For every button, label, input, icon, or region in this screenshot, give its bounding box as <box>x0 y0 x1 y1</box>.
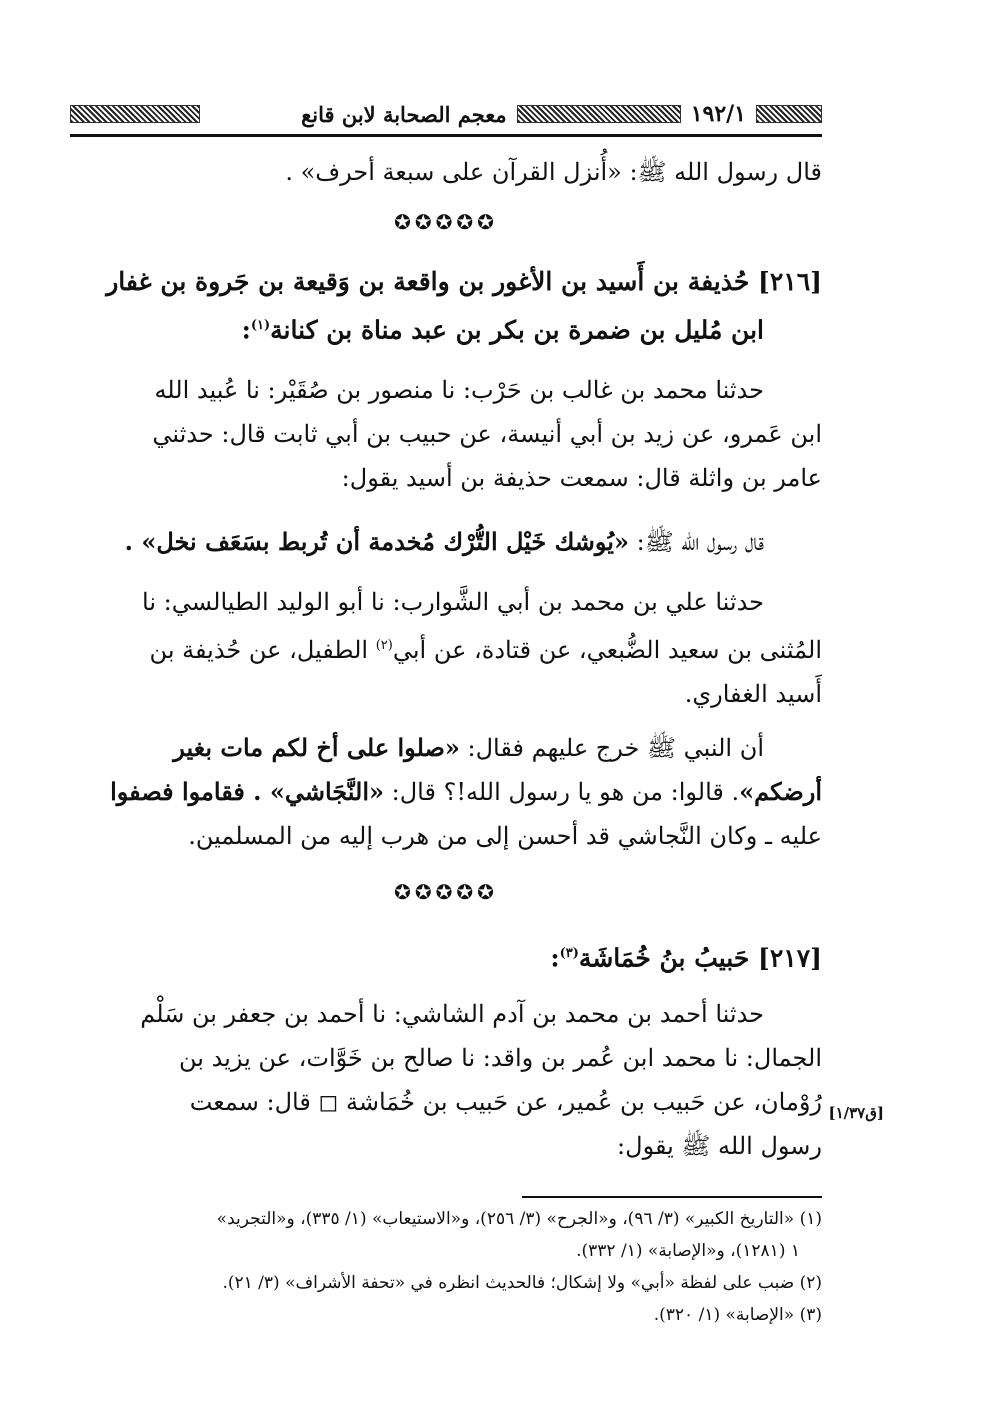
text-line: رسول الله ﷺ يقول: <box>617 1132 822 1160</box>
manuscript-folio-ref: [ق١/٣٧] <box>828 1104 884 1122</box>
text-line: عليه ـ وكان النَّجاشي قد أحسن إلى من هرب إليه من المسلمين. <box>188 822 822 850</box>
section-separator: ✪✪✪✪✪ <box>394 210 498 234</box>
footnote-3: (٣) «الإصابة» (١/ ٣٢٠). <box>653 1305 822 1325</box>
text-line <box>70 770 822 814</box>
text-span: قال رسول الله ﷺ: <box>629 528 764 556</box>
text-line: حدثنا علي بن محمد بن أبي الشَّوارب: نا أبو الوليد الطيالسي: نا <box>142 588 764 616</box>
text-span: المُثنى بن سعيد الضُّبعي، عن قتادة، عن أبي <box>392 636 822 664</box>
footnote-2: (٢) ضبب على لفظة «أبي» ولا إشكال؛ فالحديث انظره في «تحفة الأشراف» (٣/ ٢١). <box>222 1273 822 1293</box>
text-line: الجمال: نا محمد ابن عُمر بن واقد: نا صالح بن خَوَّات، عن يزيد بن <box>178 1044 822 1072</box>
entry-title-line1: حُذيفة بن أَسيد بن الأغور بن واقعة بن وَقيعة بن جَروة بن غفار <box>106 267 750 296</box>
text-line: عامر بن واثلة قال: سمعت حذيفة بن أسيد يقول: <box>341 464 822 492</box>
text-line <box>70 726 822 770</box>
entry-heading-217 <box>70 932 822 980</box>
entry-title: حَبيبُ بنُ خُمَاشَة <box>578 943 750 973</box>
book-page <box>70 80 884 1380</box>
hadith-quote: أرضكم» <box>739 777 822 806</box>
footnotes <box>70 1204 822 1332</box>
footnote-divider <box>522 1196 822 1198</box>
hadith-text-2 <box>70 726 822 858</box>
hadith-quote: «النَّجَاشي» . فقاموا فصفوا <box>110 777 385 806</box>
hadith-text-1 <box>70 520 822 564</box>
entry-heading-216 <box>70 260 822 352</box>
text-line: حدثنا محمد بن غالب بن حَرْب: نا منصور بن صُقَيْر: نا عُبيد الله <box>154 376 764 404</box>
page-number: ١٩٢/١ <box>690 101 746 127</box>
entry-title-line2: ابن مُليل بن ضمرة بن بكر بن عبد مناة بن كنانة <box>270 315 764 345</box>
footnote-mark: (١) <box>250 318 271 333</box>
footnote-mark: (٢) <box>375 638 393 653</box>
footnote-mark: (٣) <box>559 946 579 961</box>
hadith-quote: «صلوا على أخ لكم مات بغير <box>173 733 460 762</box>
text-span: الطفيل، عن حُذيفة بن <box>149 636 376 664</box>
text-span: . قالوا: من هو يا رسول الله!؟ قال: <box>384 778 740 806</box>
text-line: أَسيد الغفاري. <box>684 680 822 708</box>
page-header <box>70 94 822 137</box>
isnad-paragraph-1 <box>70 368 822 500</box>
header-ornament <box>756 105 822 123</box>
isnad-paragraph-2 <box>70 580 822 716</box>
running-title: معجم الصحابة لابن قانع <box>301 101 507 127</box>
entry-title-colon: : <box>550 943 560 973</box>
header-ornament <box>517 105 681 123</box>
isnad-paragraph-3 <box>70 992 822 1168</box>
entry-number: [٢١٦] <box>758 267 822 296</box>
intro-line: قال رسول الله ﷺ: «أُنزل القرآن على سبعة أحرف» . <box>285 158 822 186</box>
text-line <box>70 624 822 672</box>
section-separator: ✪✪✪✪✪ <box>394 880 498 904</box>
text-line: حدثنا أحمد بن محمد بن آدم الشاشي: نا أحمد بن جعفر بن سَلْم <box>140 1000 764 1028</box>
entry-number: [٢١٧] <box>758 943 822 973</box>
footnote-1-cont: ١ (١٢٨١)، و«الإصابة» (١/ ٣٣٢). <box>576 1241 800 1261</box>
footnote-1: (١) «التاريخ الكبير» (٣/ ٩٦)، و«الجرح» (٣/ ٢٥٦)، و«الاستيعاب» (١/ ٣٣٥)، و«التجريد» <box>216 1209 822 1229</box>
text-line: ابن عَمرو، عن زيد بن أبي أنيسة، عن حبيب بن أبي ثابت قال: حدثني <box>152 420 822 448</box>
hadith-quote: «يُوشك خَيْل التُّرْك مُخدمة أن تُربط بسَعَف نخل» . <box>124 527 629 556</box>
text-span: أن النبي ﷺ خرج عليهم فقال: <box>459 734 764 762</box>
text-line: رُوْمان، عن حَبيب بن عُمير، عن حَبيب بن خُمَاشة ◻ قال: سمعت <box>189 1088 822 1116</box>
header-ornament <box>70 105 200 123</box>
entry-title-colon: : <box>241 315 251 345</box>
